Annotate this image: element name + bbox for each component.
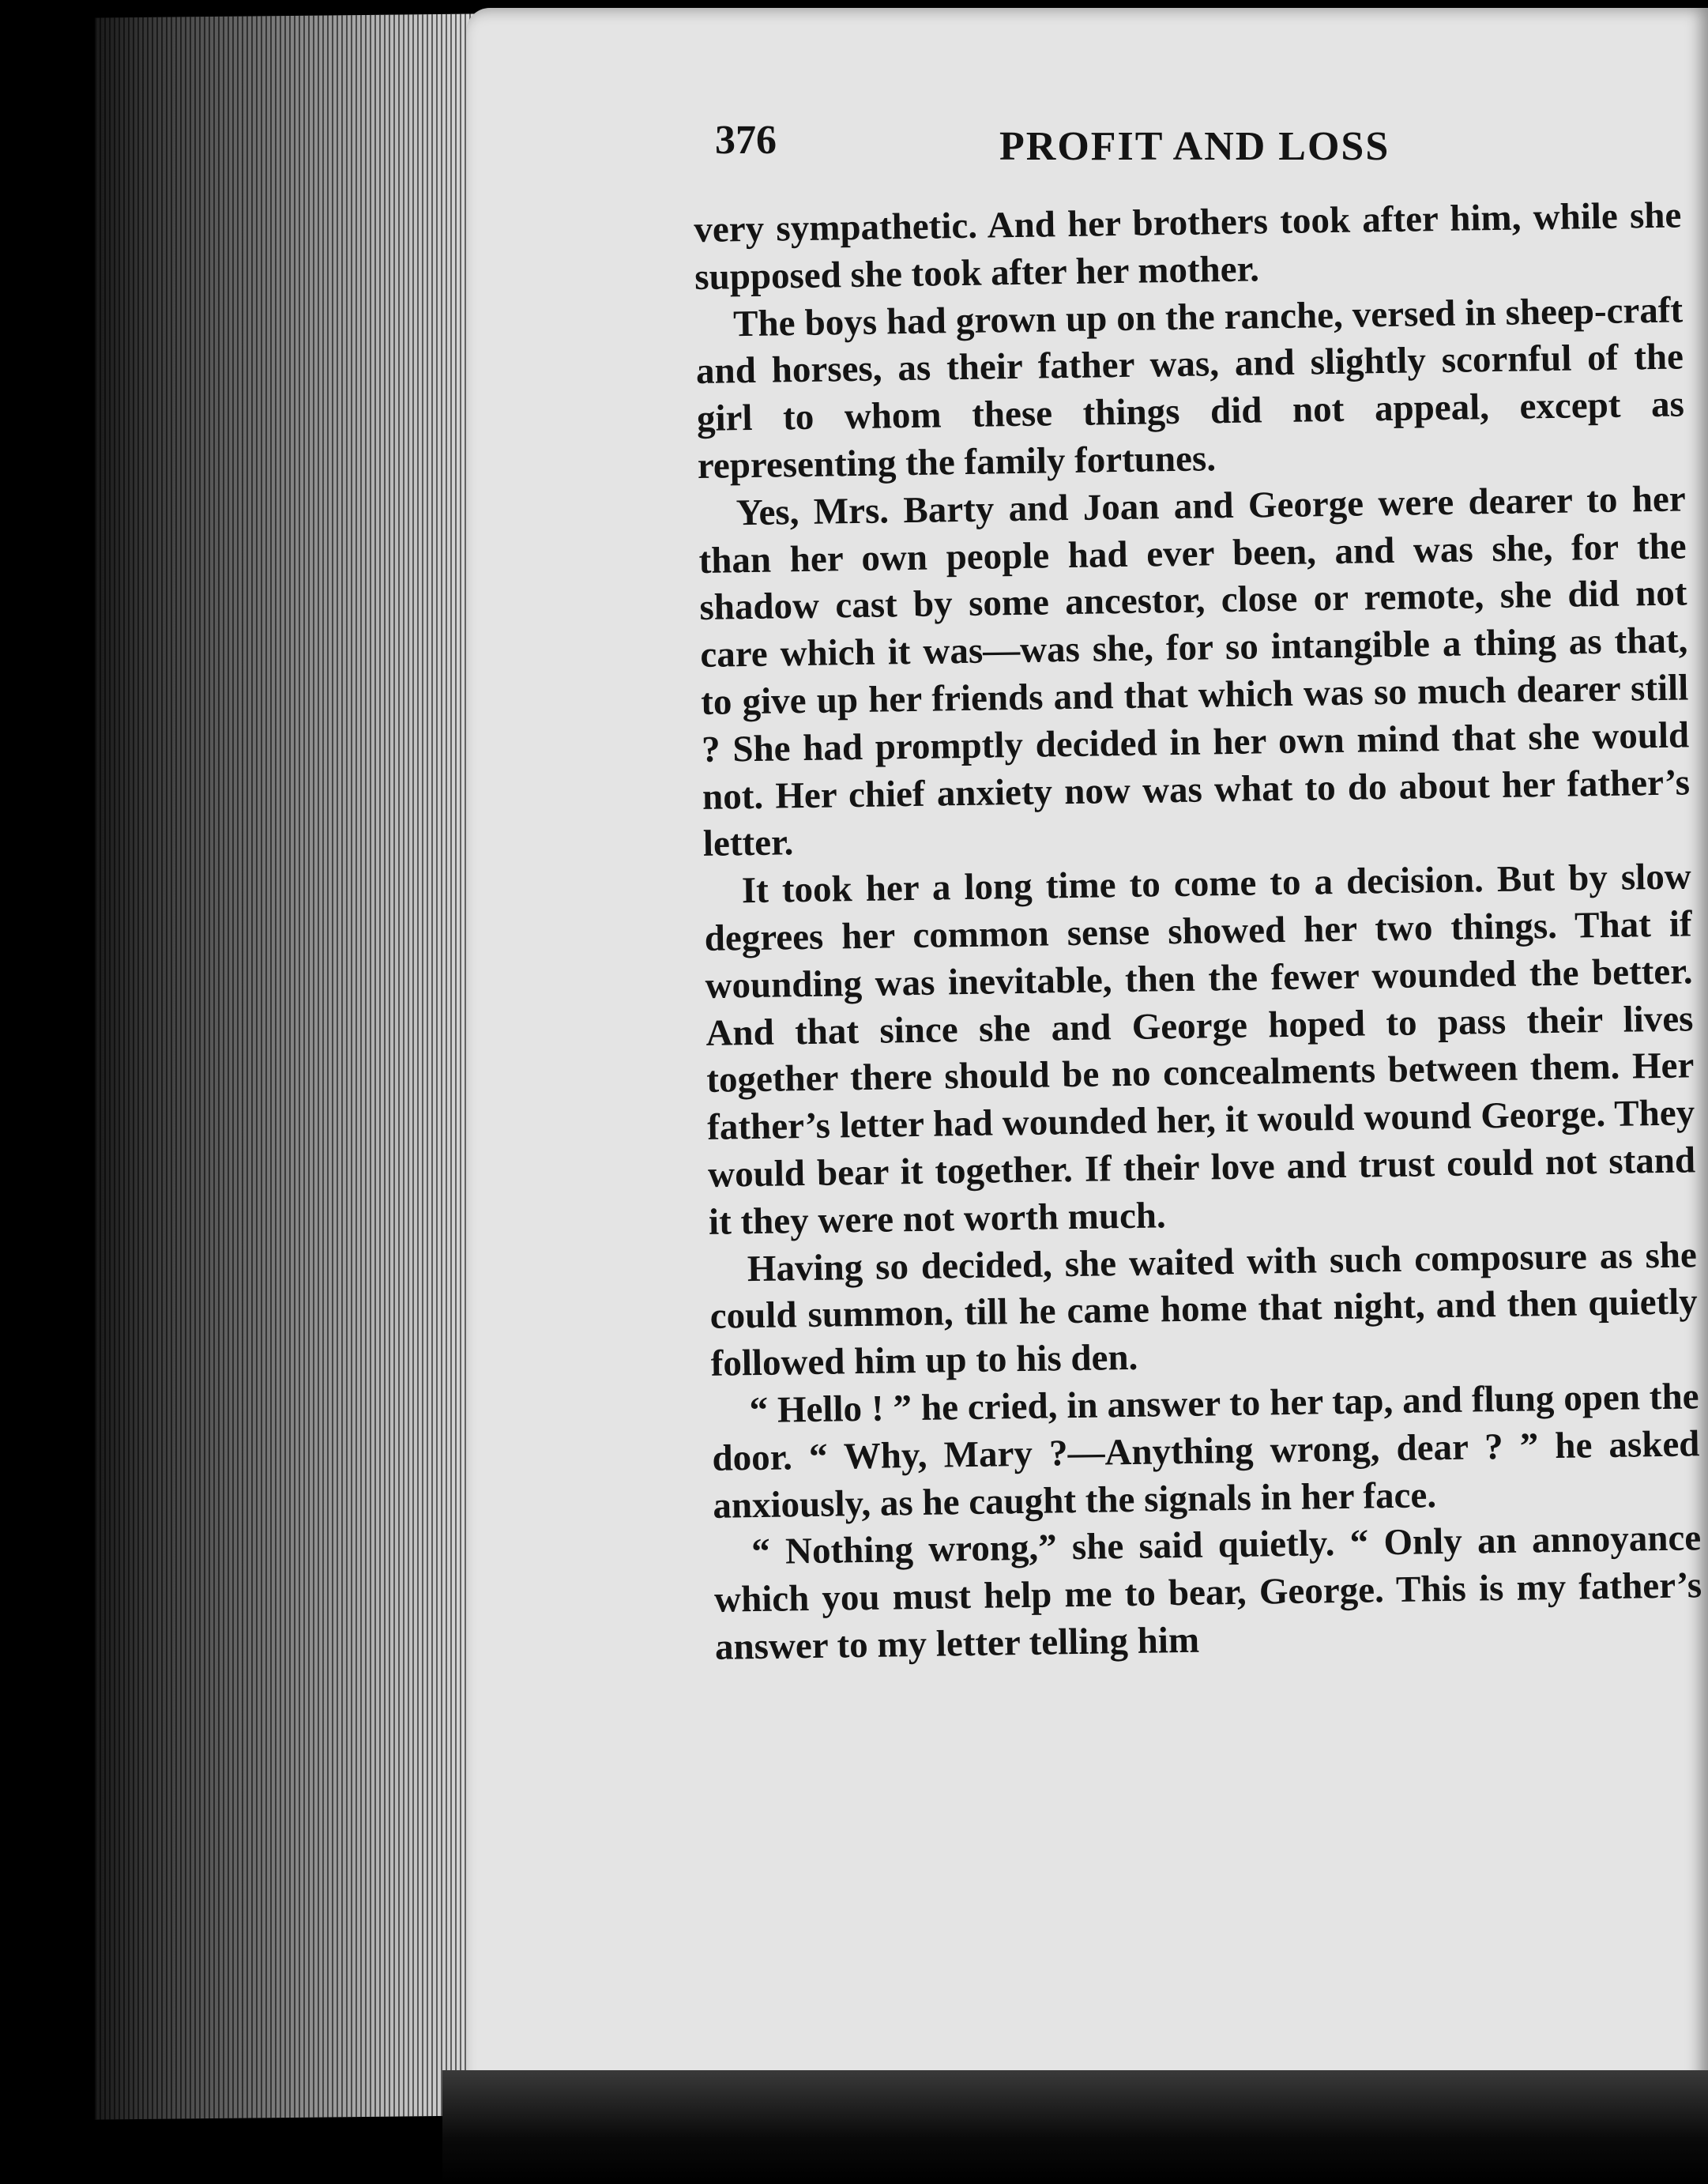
paragraph: “ Nothing wrong,” she said quietly. “ Only an annoyance which you must help me to bear, George. This is my father’s answer to my letter telling him: [713, 1517, 1702, 1668]
paragraph: The boys had grown up on the ranche, versed in sheep-craft and horses, as their father was, and slightly scornful of the girl to whom these things did not appeal, except as representing the family fortunes.: [695, 289, 1685, 487]
running-head: [715, 117, 1679, 180]
paragraph: Yes, Mrs. Barty and Joan and George were dearer to her than her own people had ever been, and was she, for the shadow cast by some ancestor, close or remote, she did not care which it was—was she, for so intangible a thing as that, to give up her friends and that which was so much dearer still ? She had promptly decided in her own mind that she would not. Her chief anxiety now was what to do about her father’s letter.: [698, 478, 1691, 865]
page-number: 376: [715, 118, 777, 163]
page-bottom-shadow: [442, 2070, 1708, 2184]
paragraph: very sympathetic. And her brothers took after him, while she supposed she took after her mother.: [694, 194, 1682, 298]
paragraph: “ Hello ! ” he cried, in answer to her tap, and flung open the door. “ Why, Mary ?—Anything wrong, dear ? ” he asked anxiously, as he caught the signals in her face.: [712, 1376, 1700, 1527]
paragraph: Having so decided, she waited with such composure as she could summon, till he came home that night, and then quietly followed him up to his den.: [709, 1233, 1699, 1384]
running-title: PROFIT AND LOSS: [999, 124, 1390, 169]
body-text: [694, 192, 1702, 1671]
book-page-edges: [95, 13, 482, 2119]
paragraph: It took her a long time to come to a decision. But by slow degrees her common sense showed her two things. That if wounding was inevitable, then the fewer wounded the better. And that since she and George hoped to pass their lives together there should be no concealments between them. Her father’s letter had wounded her, it would wound George. They would bear it together. If their love and trust could not stand it they were not worth much.: [704, 856, 1696, 1243]
